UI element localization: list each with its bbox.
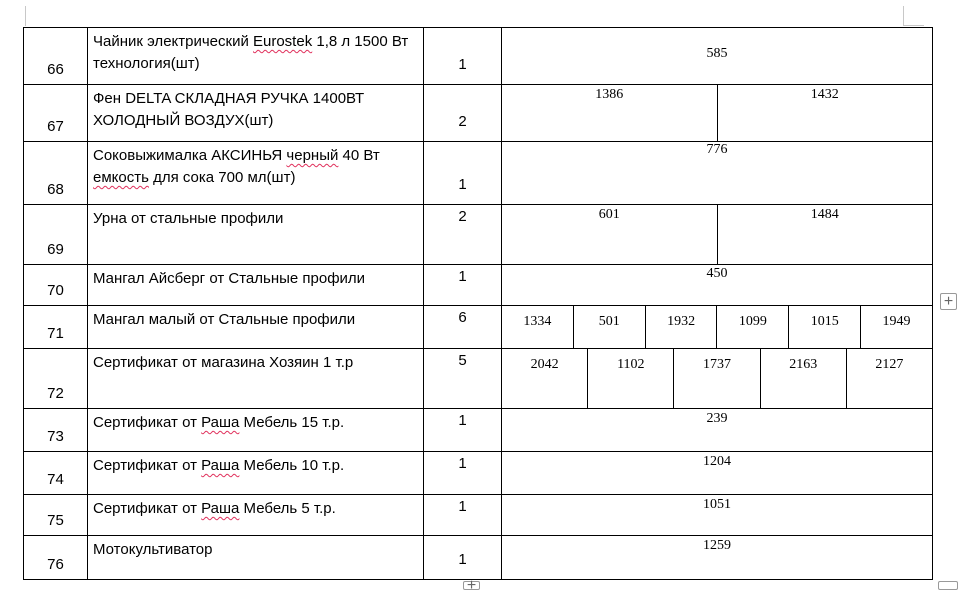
values-cell: [502, 349, 933, 409]
row-number: 74: [24, 452, 88, 495]
value-entry: 2163: [761, 349, 847, 408]
value-entry: 450: [706, 266, 728, 281]
item-quantity: 5: [424, 349, 502, 409]
values-cell: [502, 142, 933, 205]
table-row: [24, 306, 933, 349]
item-name-text: Сертификат от: [93, 500, 202, 517]
values-grid: [502, 495, 932, 535]
value-entry: 601: [502, 205, 718, 264]
item-name: [88, 28, 424, 85]
values-grid: [502, 409, 932, 451]
item-name-text: Чайник электрический: [93, 33, 253, 50]
value-entry: 239: [706, 411, 728, 426]
item-name-text: для сока 700 мл(шт): [148, 169, 296, 186]
item-name: [88, 85, 424, 142]
item-name-text: Соковыжималка АКСИНЬЯ: [93, 147, 287, 164]
value-entry: 1386: [502, 85, 718, 141]
row-number: 66: [24, 28, 88, 85]
table-row: [24, 349, 933, 409]
item-quantity: 1: [424, 409, 502, 452]
values-grid: [502, 265, 932, 305]
item-quantity: 1: [424, 265, 502, 306]
row-number: 76: [24, 536, 88, 580]
values-cell: [502, 409, 933, 452]
table-resize-handle[interactable]: [938, 581, 958, 590]
item-name-text: Мангал Айсберг от Стальные профили: [93, 270, 366, 287]
value-entry: 2042: [502, 349, 588, 408]
item-name: [88, 495, 424, 536]
item-name-text: Фен DELTA СКЛАДНАЯ РУЧКА 1400ВТ ХОЛОДНЫЙ ВОЗДУХ(шт): [93, 90, 365, 129]
item-name: [88, 265, 424, 306]
spellcheck-word: емкость: [93, 169, 149, 186]
row-number: 68: [24, 142, 88, 205]
table-row: [24, 452, 933, 495]
table-row: [24, 142, 933, 205]
item-name-text: Мебель 5 т.р.: [239, 500, 336, 517]
values-cell: [502, 28, 933, 85]
spellcheck-word: Раша: [201, 500, 240, 517]
table-row: [24, 205, 933, 265]
item-name-text: Мебель 15 т.р.: [239, 414, 345, 431]
spellcheck-word: Раша: [201, 414, 240, 431]
value-entry: 1204: [703, 454, 731, 469]
item-name-text: Мангал малый от Стальные профили: [93, 311, 356, 328]
table-row: [24, 409, 933, 452]
page-corner-mark-right-v: [903, 6, 904, 26]
values-grid: [502, 349, 932, 408]
table-row: [24, 28, 933, 85]
value-entry: 1334: [502, 306, 574, 348]
spellcheck-word: Раша: [201, 457, 240, 474]
value-entry: 585: [706, 46, 728, 61]
item-name: [88, 349, 424, 409]
item-name: [88, 306, 424, 349]
page-corner-mark-left-v: [25, 6, 26, 26]
item-quantity: 1: [424, 536, 502, 580]
item-name-text: 1,8 л 1500 Вт технология(шт): [93, 33, 409, 72]
values-grid: [502, 306, 932, 348]
item-name: [88, 205, 424, 265]
table-row: [24, 265, 933, 306]
page-corner-mark-right-h: [904, 25, 924, 26]
value-entry: 1949: [882, 314, 911, 329]
values-cell: [502, 265, 933, 306]
spellcheck-word: Eurostek: [253, 33, 313, 50]
row-number: 75: [24, 495, 88, 536]
add-column-button[interactable]: +: [940, 293, 957, 310]
item-name-text: Сертификат от: [93, 457, 202, 474]
values-grid: [502, 536, 932, 579]
item-quantity: 2: [424, 205, 502, 265]
item-name: [88, 409, 424, 452]
add-row-button[interactable]: +: [463, 581, 480, 590]
value-entry: 1051: [703, 497, 731, 512]
row-number: 71: [24, 306, 88, 349]
row-number: 70: [24, 265, 88, 306]
item-quantity: 1: [424, 28, 502, 85]
value-entry: 776: [706, 142, 728, 157]
item-name: [88, 452, 424, 495]
values-cell: [502, 536, 933, 580]
items-table: [23, 27, 933, 580]
item-name-text: Урна от стальные профили: [93, 210, 284, 227]
item-name-text: Сертификат от: [93, 414, 202, 431]
value-entry: 1737: [674, 349, 760, 408]
row-number: 69: [24, 205, 88, 265]
table-row: [24, 536, 933, 580]
value-entry: 1259: [703, 538, 731, 553]
item-name: [88, 142, 424, 205]
values-cell: [502, 306, 933, 349]
value-entry: 2127: [875, 357, 904, 372]
item-name: [88, 536, 424, 580]
item-name-text: 40 Вт: [338, 147, 380, 164]
spellcheck-word: черный: [286, 147, 339, 164]
item-quantity: 1: [424, 452, 502, 495]
value-entry: 1432: [810, 87, 839, 102]
value-entry: 501: [574, 306, 646, 348]
value-entry: 1099: [717, 306, 789, 348]
row-number: 72: [24, 349, 88, 409]
item-quantity: 1: [424, 142, 502, 205]
values-cell: [502, 495, 933, 536]
values-grid: [502, 205, 932, 264]
values-grid: [502, 28, 932, 84]
item-name-text: Мотокультиватор: [93, 541, 213, 558]
values-cell: [502, 205, 933, 265]
value-entry: 1015: [789, 306, 861, 348]
values-grid: [502, 142, 932, 204]
values-cell: [502, 85, 933, 142]
item-quantity: 2: [424, 85, 502, 142]
item-name-text: Мебель 10 т.р.: [239, 457, 345, 474]
item-quantity: 1: [424, 495, 502, 536]
row-number: 73: [24, 409, 88, 452]
row-number: 67: [24, 85, 88, 142]
item-quantity: 6: [424, 306, 502, 349]
table-row: [24, 495, 933, 536]
values-grid: [502, 85, 932, 141]
values-grid: [502, 452, 932, 494]
value-entry: 1932: [646, 306, 718, 348]
item-name-text: Сертификат от магазина Хозяин 1 т.р: [93, 354, 354, 371]
values-cell: [502, 452, 933, 495]
value-entry: 1484: [810, 207, 839, 222]
value-entry: 1102: [588, 349, 674, 408]
table-row: [24, 85, 933, 142]
